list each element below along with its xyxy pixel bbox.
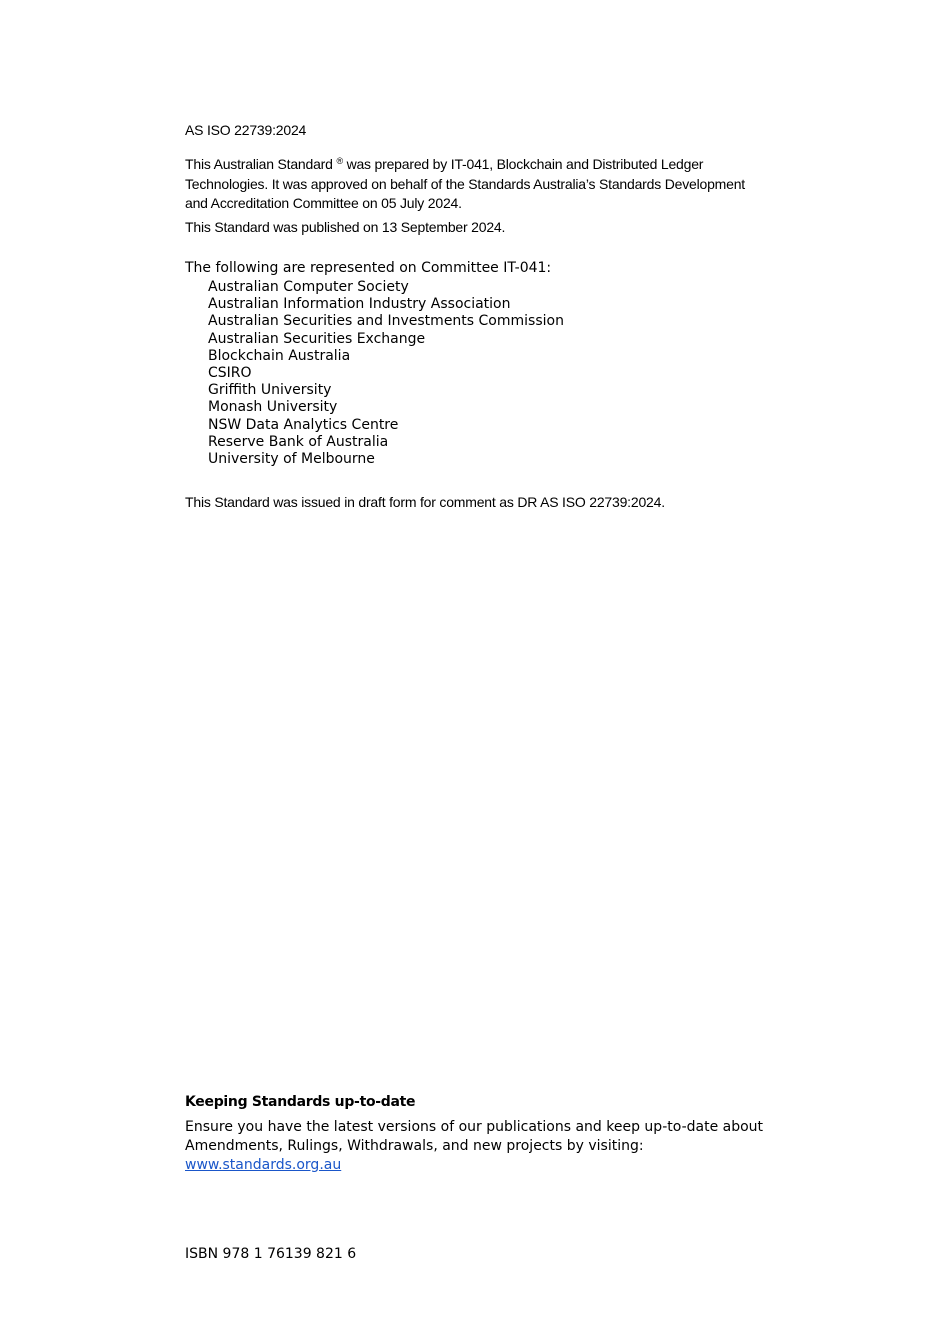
registered-mark: ® (336, 156, 343, 166)
preparation-text-end: was prepared by IT-041, Blockchain and Distributed Ledger Technologies. It was approved on behalf of the Standards Australia’s Standards Development and Accreditation Committee on 05 July 2024. (185, 156, 745, 211)
keeping-up-to-date-section (185, 1094, 785, 1175)
standards-website-link[interactable]: www.standards.org.au (185, 1157, 342, 1173)
committee-section (185, 259, 564, 468)
committee-member: Blockchain Australia (208, 347, 351, 364)
committee-member: Australian Information Industry Association (208, 296, 511, 313)
keeping-section-body (185, 1118, 785, 1175)
keeping-section-title: Keeping Standards up-to-date (185, 1094, 416, 1110)
committee-member: Australian Computer Society (208, 279, 409, 295)
committee-member: University of Melbourne (208, 451, 375, 468)
committee-member: Monash University (208, 399, 338, 416)
keeping-body-text: Ensure you have the latest versions of our publications and keep up-to-date about Amendments, Rulings, Withdrawals, and new projects by visiting: (185, 1119, 764, 1154)
committee-intro: The following are represented on Committee IT-041: (185, 260, 552, 276)
committee-member-list (208, 279, 564, 468)
committee-member: Griffith University (208, 382, 332, 399)
publication-date-statement: This Standard was published on 13 September 2024. (185, 219, 506, 235)
committee-member: Australian Securities and Investments Commission (208, 313, 564, 330)
committee-member: Australian Securities Exchange (208, 330, 426, 347)
committee-member: Reserve Bank of Australia (208, 433, 389, 450)
draft-comment-note: This Standard was issued in draft form for comment as DR AS ISO 22739:2024. (185, 494, 665, 510)
committee-member: NSW Data Analytics Centre (208, 416, 399, 433)
document-identifier: AS ISO 22739:2024 (185, 122, 307, 138)
preparation-paragraph (185, 155, 755, 214)
committee-member: CSIRO (208, 365, 252, 382)
preparation-text-start: This Australian Standard (185, 156, 333, 172)
isbn-number: ISBN 978 1 76139 821 6 (185, 1246, 357, 1262)
